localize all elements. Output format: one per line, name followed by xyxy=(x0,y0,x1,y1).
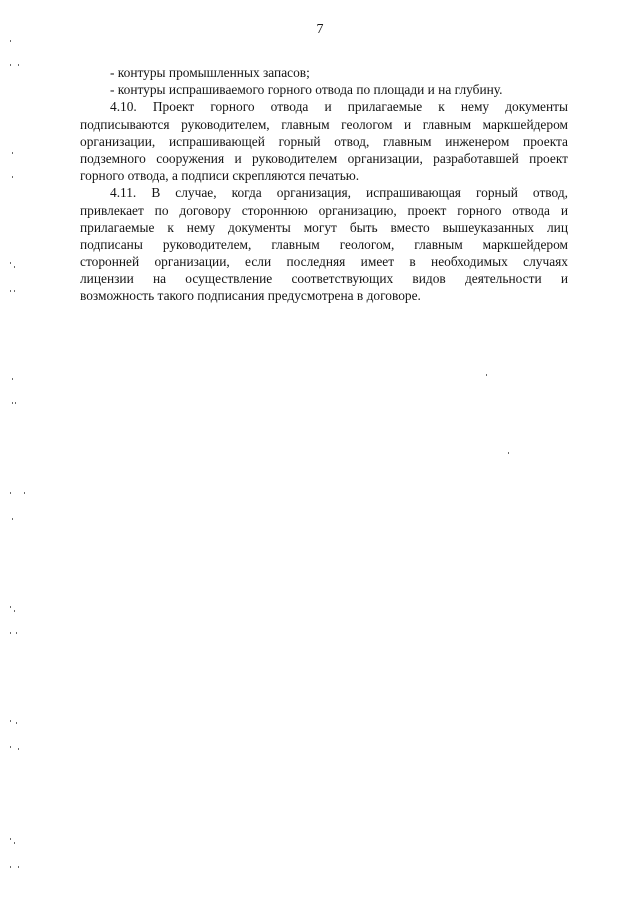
scan-speck xyxy=(508,452,509,454)
scan-speck xyxy=(10,64,11,66)
scan-speck xyxy=(15,402,16,404)
scan-speck xyxy=(486,374,487,376)
scan-speck xyxy=(18,748,19,750)
scan-speck xyxy=(12,518,13,520)
scan-speck xyxy=(10,262,11,264)
scan-speck xyxy=(10,492,11,494)
scan-speck xyxy=(10,746,11,748)
scan-speck xyxy=(10,606,11,608)
scan-speck xyxy=(18,866,19,868)
scan-speck xyxy=(14,290,15,292)
bullet-item: - контуры промышленных запасов; xyxy=(110,65,310,80)
scan-speck xyxy=(16,632,17,634)
paragraph-4-10-line: организации, испрашивающей горный отвод, главным инженером проекта xyxy=(80,133,568,149)
scan-speck xyxy=(10,632,11,634)
scan-speck xyxy=(16,722,17,724)
scan-speck xyxy=(18,64,19,66)
paragraph-4-11-line: прилагаемые к нему документы могут быть вместо вышеуказанных лиц xyxy=(80,219,568,235)
scan-speck xyxy=(10,290,11,292)
paragraph-4-11-line: подписаны руководителем, главным геологом, главным маркшейдером xyxy=(80,236,568,252)
scan-speck xyxy=(24,492,25,494)
paragraph-4-10-line: подземного сооружения и руководителем организации, разработавшей проект xyxy=(80,150,568,166)
paragraph-4-10-line: горного отвода, а подписи скрепляются печатью. xyxy=(80,168,360,184)
paragraph-4-11-line: лицензии на осуществление соответствующих видов деятельности и xyxy=(80,271,568,287)
scan-speck xyxy=(10,838,11,840)
paragraph-4-10-line: подписываются руководителем, главным геологом и главным маркшейдером xyxy=(80,116,568,132)
scan-speck xyxy=(14,842,15,844)
paragraph-4-10-line: 4.10. Проект горного отвода и прилагаемые к нему документы xyxy=(110,99,568,115)
page-number: 7 xyxy=(316,22,324,37)
scan-speck xyxy=(14,266,15,268)
scan-speck xyxy=(12,402,13,404)
scan-speck xyxy=(14,610,15,612)
scan-speck xyxy=(10,40,11,42)
scan-speck xyxy=(12,176,13,178)
paragraph-4-11-line: сторонней организации, если последняя имеет в необходимых случаях xyxy=(80,254,568,270)
scan-speck xyxy=(10,866,11,868)
bullet-item: - контуры испрашиваемого горного отвода по площади и на глубину. xyxy=(110,82,503,98)
scan-speck xyxy=(10,720,11,722)
scan-speck xyxy=(12,378,13,380)
paragraph-4-11-line: привлекает по договору стороннюю организацию, проект горного отвода и xyxy=(80,202,568,218)
paragraph-4-11-line: возможность такого подписания предусмотрена в договоре. xyxy=(80,288,421,304)
paragraph-4-11-line: 4.11. В случае, когда организация, испрашивающая горный отвод, xyxy=(110,185,568,201)
scan-speck xyxy=(12,152,13,154)
body-text xyxy=(80,64,568,305)
